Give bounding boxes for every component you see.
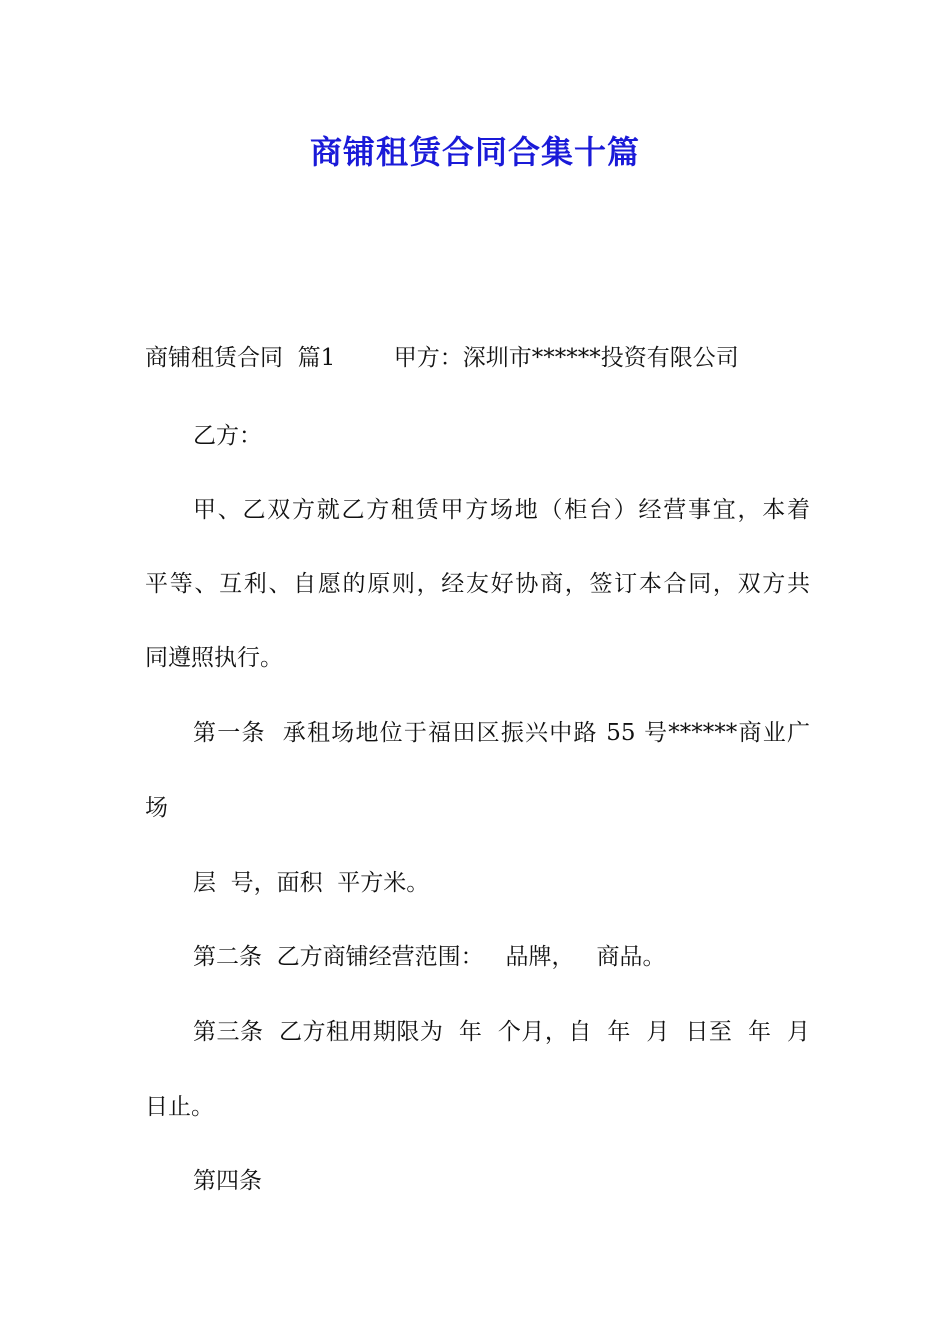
paragraph-line-party-b: 乙方： bbox=[193, 423, 262, 449]
document-title: 商铺租赁合同合集十篇 bbox=[309, 133, 640, 171]
paragraph-line: 甲、乙双方就乙方租赁甲方场地（柜台）经营事宜，本着 bbox=[193, 497, 810, 523]
paragraph-line: 场 bbox=[145, 795, 168, 821]
paragraph-line: 平等、互利、自愿的原则，经友好协商，签订本合同，双方共 bbox=[145, 571, 810, 597]
paragraph-line-header: 商铺租赁合同 篇1 甲方：深圳市******投资有限公司 bbox=[145, 345, 739, 371]
paragraph-line-article-4: 第四条 bbox=[193, 1168, 262, 1194]
paragraph-line: 日止。 bbox=[145, 1094, 214, 1120]
paragraph-line-article-3: 第三条 乙方租用期限为 年 个月，自 年 月 日至 年 月 bbox=[193, 1019, 810, 1045]
paragraph-line: 层 号，面积 平方米。 bbox=[193, 870, 430, 896]
paragraph-line-article-1: 第一条 承租场地位于福田区振兴中路 55 号******商业广 bbox=[193, 720, 810, 746]
paragraph-line-article-2: 第二条 乙方商铺经营范围： 品牌， 商品。 bbox=[193, 944, 666, 970]
paragraph-line: 同遵照执行。 bbox=[145, 645, 283, 671]
